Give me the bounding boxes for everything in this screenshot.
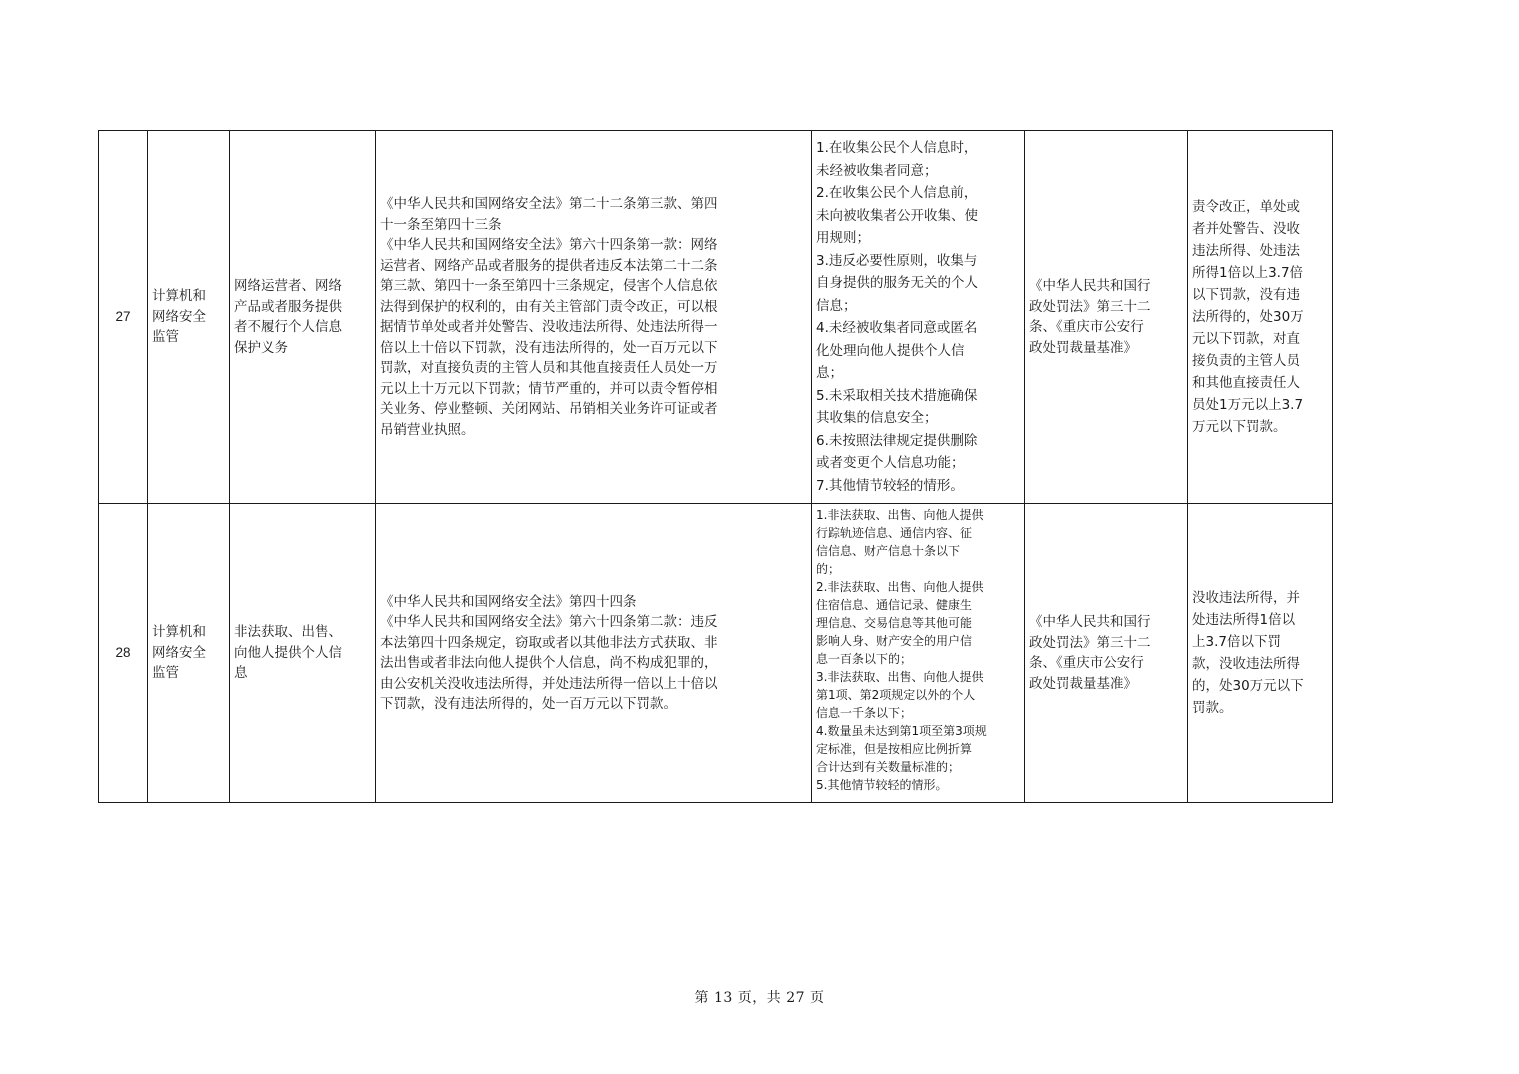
legal-basis-cell — [376, 504, 812, 803]
basis-line: 关业务、停业整顿、关闭网站、吊销相关业务许可证或者 — [380, 401, 718, 417]
criteria-line: 息； — [816, 365, 843, 381]
basis-line: 元以上十万元以下罚款；情节严重的，并可以责令暂停相 — [380, 380, 718, 397]
criteria-line: 息一百条以下的； — [816, 652, 913, 666]
penalty-line: 所得1倍以上3.7倍 — [1192, 265, 1304, 281]
basis-line: 由公安机关没收违法所得，并处违法所得一倍以上十倍以 — [380, 675, 718, 692]
violation-item-cell — [230, 131, 376, 504]
criteria-line: 住宿信息、通信记录、健康生 — [816, 598, 973, 612]
category-line: 监管 — [152, 329, 179, 346]
item-line: 网络运营者、网络 — [234, 278, 342, 294]
penalty-line: 的，处30万元以下 — [1192, 678, 1304, 694]
criteria-line: 化处理向他人提供个人信 — [816, 342, 965, 359]
criteria-line: 合计达到有关数量标准的； — [816, 760, 961, 774]
penalty-line: 没收违法所得，并 — [1192, 590, 1300, 606]
criteria-line: 7.其他情节较轻的情形。 — [816, 477, 964, 494]
basis-line: 倍以上十倍以下罚款，没有违法所得的，处一百万元以下 — [380, 339, 718, 356]
criteria-line: 理信息、交易信息等其他可能 — [816, 616, 973, 630]
criteria-line: 4.数量虽未达到第1项至第3项规 — [816, 724, 987, 738]
category-line: 网络安全 — [152, 308, 206, 325]
penalty-line: 责令改正，单处或 — [1192, 199, 1300, 215]
item-line: 向他人提供个人信 — [234, 644, 342, 661]
penalty-cell — [1188, 131, 1333, 504]
penalty-line: 接负责的主管人员 — [1192, 353, 1300, 369]
item-line: 产品或者服务提供 — [234, 298, 342, 315]
criteria-line: 2.在收集公民个人信息前， — [816, 185, 978, 201]
violation-item-cell — [230, 504, 376, 803]
criteria-line: 行踪轨迹信息、通信内容、征 — [816, 526, 973, 540]
criteria-line: 1.非法获取、出售、向他人提供 — [816, 508, 984, 522]
basis-line: 法出售或者非法向他人提供个人信息，尚不构成犯罪的， — [380, 655, 718, 671]
reference-line: 条、《重庆市公安行 — [1029, 655, 1144, 671]
reference-line: 《中华人民共和国行 — [1029, 614, 1151, 630]
criteria-line: 的； — [816, 562, 841, 576]
basis-line: 罚款，对直接负责的主管人员和其他直接责任人员处一万 — [380, 360, 718, 376]
criteria-line: 3.违反必要性原则，收集与 — [816, 252, 978, 269]
reference-line: 条、《重庆市公安行 — [1029, 319, 1144, 335]
criteria-line: 5.未采取相关技术措施确保 — [816, 387, 978, 404]
criteria-line: 6.未按照法律规定提供删除 — [816, 432, 978, 449]
table-row — [99, 131, 1333, 504]
basis-line: 第三款、第四十一条至第四十三条规定，侵害个人信息依 — [380, 278, 718, 294]
reference-line: 政处罚法》第三十二 — [1029, 298, 1151, 315]
category-line: 计算机和 — [152, 624, 206, 641]
penalty-line: 罚款。 — [1192, 700, 1233, 716]
basis-line: 十一条至第四十三条 — [380, 216, 502, 233]
criteria-line: 第1项、第2项规定以外的个人 — [816, 688, 976, 702]
item-line: 保护义务 — [234, 339, 288, 356]
reference-line: 政处罚裁量基准》 — [1029, 675, 1137, 692]
basis-line: 《中华人民共和国网络安全法》第六十四条第一款：网络 — [380, 237, 718, 253]
page-number: 第 13 页，共 27 页 — [694, 990, 825, 1006]
basis-line: 《中华人民共和国网络安全法》第六十四条第二款：违反 — [380, 614, 718, 630]
reference-line: 《中华人民共和国行 — [1029, 278, 1151, 294]
basis-line: 运营者、网络产品或者服务的提供者违反本法第二十二条 — [380, 257, 718, 274]
criteria-line: 影响人身、财产安全的用户信 — [816, 634, 973, 648]
row-number: 27 — [99, 131, 148, 504]
criteria-line: 自身提供的服务无关的个人 — [816, 275, 978, 291]
item-line: 非法获取、出售、 — [234, 624, 342, 641]
reference-cell — [1025, 504, 1188, 803]
category-line: 监管 — [152, 665, 179, 682]
category-line: 网络安全 — [152, 644, 206, 661]
penalty-line: 元以下罚款，对直 — [1192, 331, 1300, 347]
penalty-line: 和其他直接责任人 — [1192, 375, 1300, 391]
criteria-cell — [812, 504, 1025, 803]
criteria-line: 信信息、财产信息十条以下 — [816, 544, 961, 558]
criteria-line: 5.其他情节较轻的情形。 — [816, 778, 948, 792]
criteria-line: 4.未经被收集者同意或匿名 — [816, 320, 978, 336]
criteria-line: 信息； — [816, 297, 857, 314]
penalty-line: 法所得的，处30万 — [1192, 309, 1304, 325]
category-cell — [148, 504, 230, 803]
category-cell — [148, 131, 230, 504]
criteria-clip — [816, 506, 1020, 802]
basis-line: 法得到保护的权利的，由有关主管部门责令改正，可以根 — [380, 298, 718, 315]
basis-line: 吊销营业执照。 — [380, 421, 475, 438]
basis-line: 《中华人民共和国网络安全法》第四十四条 — [380, 593, 637, 610]
item-line: 者不履行个人信息 — [234, 319, 342, 335]
criteria-line: 用规则； — [816, 230, 870, 246]
penalty-line: 违法所得、处违法 — [1192, 243, 1300, 259]
penalty-line: 款，没收违法所得 — [1192, 656, 1300, 672]
penalty-cell — [1188, 504, 1333, 803]
criteria-line: 或者变更个人信息功能； — [816, 455, 965, 471]
row-number: 28 — [99, 504, 148, 803]
criteria-line: 定标准，但是按相应比例折算 — [816, 742, 973, 756]
basis-line: 据情节单处或者并处警告、没收违法所得、处违法所得一 — [380, 319, 718, 335]
criteria-line: 其收集的信息安全； — [816, 410, 938, 426]
reference-line: 政处罚裁量基准》 — [1029, 339, 1137, 356]
penalty-line: 者并处警告、没收 — [1192, 221, 1300, 237]
basis-line: 《中华人民共和国网络安全法》第二十二条第三款、第四 — [380, 196, 718, 212]
legal-basis-cell — [376, 131, 812, 504]
criteria-line: 1.在收集公民个人信息时， — [816, 140, 978, 156]
item-line: 息 — [234, 665, 248, 682]
penalty-line: 员处1万元以上3.7 — [1192, 397, 1304, 413]
penalty-line: 以下罚款，没有违 — [1192, 287, 1300, 303]
category-line: 计算机和 — [152, 288, 206, 305]
criteria-line: 信息一千条以下； — [816, 706, 913, 720]
criteria-line: 未经被收集者同意； — [816, 162, 938, 179]
criteria-line: 未向被收集者公开收集、使 — [816, 207, 978, 224]
reference-line: 政处罚法》第三十二 — [1029, 634, 1151, 651]
table-row — [99, 504, 1333, 803]
penalty-line: 上3.7倍以下罚 — [1192, 634, 1281, 650]
basis-line: 本法第四十四条规定，窃取或者以其他非法方式获取、非 — [380, 634, 718, 651]
criteria-line: 2.非法获取、出售、向他人提供 — [816, 580, 984, 594]
reference-cell — [1025, 131, 1188, 504]
criteria-cell — [812, 131, 1025, 504]
penalty-line: 万元以下罚款。 — [1192, 419, 1287, 435]
criteria-line: 3.非法获取、出售、向他人提供 — [816, 670, 984, 684]
basis-line: 下罚款，没有违法所得的，处一百万元以下罚款。 — [380, 696, 677, 712]
penalty-table — [98, 130, 1333, 803]
penalty-line: 处违法所得1倍以 — [1192, 612, 1296, 628]
